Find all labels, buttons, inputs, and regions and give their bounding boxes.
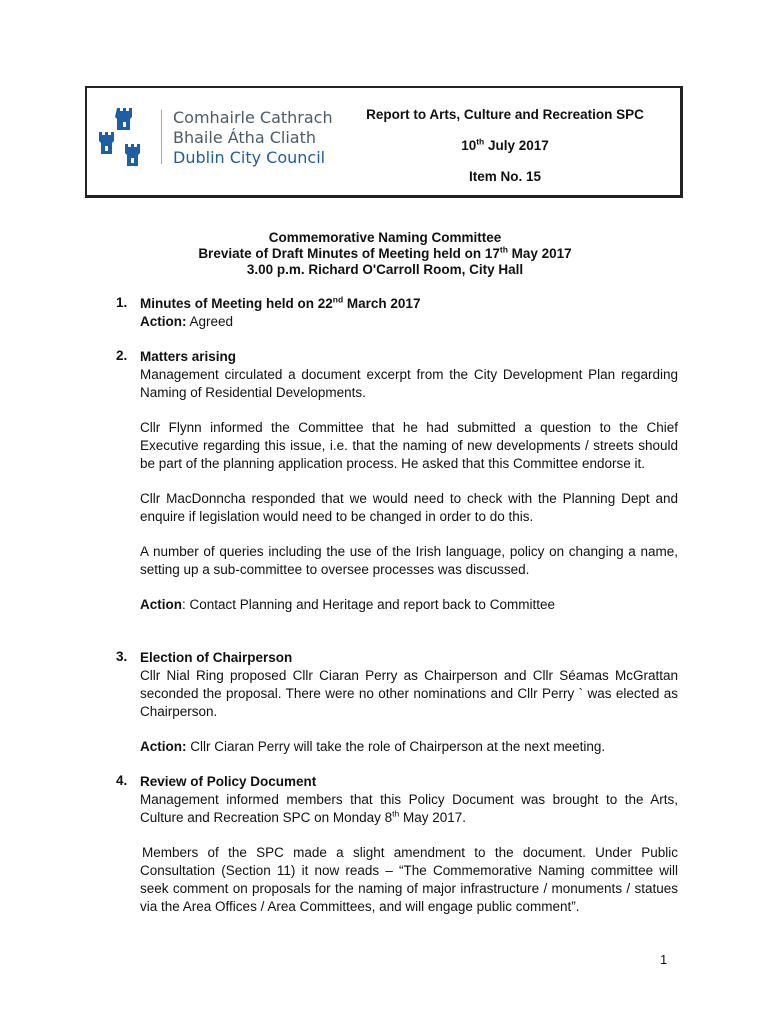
agenda-item-2	[116, 348, 678, 614]
item-paragraph: Cllr Flynn informed the Committee that he had submitted a question to the Chief Executive regarding this issue, i.e. that the naming of new developments / streets should be part of the planning application process. He asked that this Committee endorse it.	[140, 420, 678, 471]
item-title: Matters arising	[140, 349, 237, 364]
item-action: Action: Cllr Ciaran Perry will take the role of Chairperson at the next meeting.	[140, 739, 606, 754]
committee-name: Commemorative Naming Committee	[268, 230, 502, 245]
item-number: 4.	[116, 773, 128, 788]
logo-divider	[161, 110, 162, 164]
logo-line-irish-2: Bhaile Átha Cliath	[173, 128, 316, 147]
page-number: 1	[660, 952, 668, 967]
item-title: Review of Policy Document	[140, 774, 317, 789]
report-header-box	[85, 86, 683, 198]
report-title: Report to Arts, Culture and Recreation SPC	[366, 107, 644, 122]
item-number: 3.	[116, 649, 128, 664]
item-paragraph: Members of the SPC made a slight amendment to the document. Under Public Consultation (Section 11) it now reads – “The Commemorative Naming committee will seek comment on proposals for the naming of major infrastructure / monuments / statues via the Area Offices / Area Committees, and will engage public comment”.	[140, 845, 678, 914]
logo-line-irish-1: Comhairle Cathrach	[173, 108, 333, 127]
dublin-city-council-logo	[97, 106, 333, 176]
logo-text	[173, 108, 333, 168]
castles-icon	[97, 106, 149, 168]
item-action: Action: Contact Planning and Heritage and report back to Committee	[140, 597, 555, 612]
document-heading	[100, 230, 670, 278]
item-number: 1.	[116, 295, 128, 310]
agenda-item-3	[116, 649, 678, 756]
item-title: Minutes of Meeting held on 22nd March 2017	[140, 294, 421, 311]
item-paragraph: Cllr Nial Ring proposed Cllr Ciaran Perry as Chairperson and Cllr Séamas McGrattan seconded the proposal. There were no other nominations and Cllr Perry ` was elected as Chairperson.	[140, 668, 678, 719]
meeting-time-location: 3.00 p.m. Richard O'Carroll Room, City Hall	[246, 262, 524, 277]
item-paragraph: Management circulated a document excerpt from the City Development Plan regarding Naming of Residential Developments.	[140, 367, 678, 400]
agenda-item-1	[116, 295, 678, 331]
report-date: 10th July 2017	[461, 136, 549, 153]
item-action: Action: Agreed	[140, 314, 234, 329]
item-paragraph: Management informed members that this Policy Document was brought to the Arts, Culture and Recreation SPC on Monday 8th May 2017.	[140, 792, 678, 825]
report-item-number: Item No. 15	[468, 169, 542, 184]
report-info	[355, 106, 655, 199]
item-number: 2.	[116, 348, 128, 363]
item-paragraph: Cllr MacDonncha responded that we would need to check with the Planning Dept and enquire if legislation would need to be changed in order to do this.	[140, 491, 678, 524]
item-title: Election of Chairperson	[140, 650, 293, 665]
agenda-item-4	[116, 773, 678, 916]
logo-line-english: Dublin City Council	[173, 148, 326, 167]
item-paragraph: A number of queries including the use of the Irish language, policy on changing a name, setting up a sub-committee to oversee processes was discussed.	[140, 544, 678, 577]
breviate-title: Breviate of Draft Minutes of Meeting held on 17th May 2017	[198, 244, 572, 261]
